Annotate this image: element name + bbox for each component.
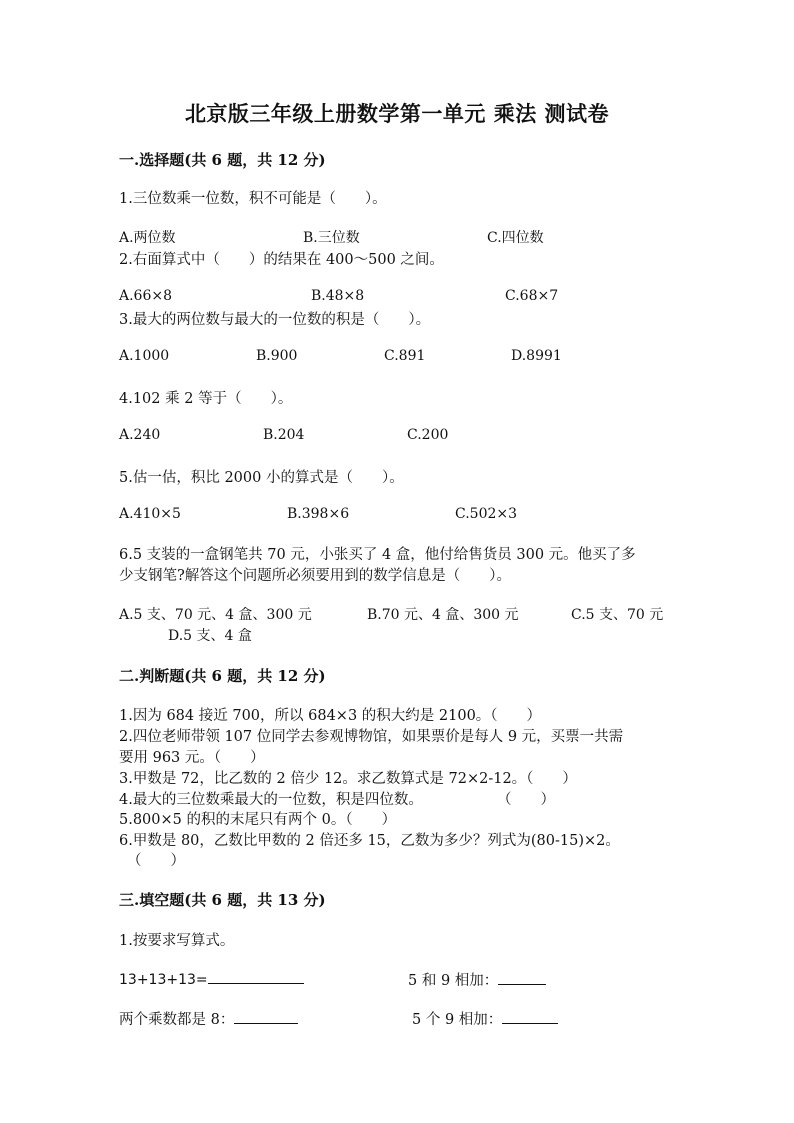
question-text: 少支钢笔?解答这个问题所必须要用到的数学信息是（ ）。: [119, 568, 512, 584]
section-heading-choice: 一.选择题(共 6 题，共 12 分): [119, 151, 326, 169]
option-b: B.204: [263, 427, 305, 443]
answer-blank[interactable]: [234, 1009, 298, 1024]
question-text: 1.三位数乘一位数，积不可能是（ ）。: [119, 191, 387, 207]
answer-paren: （ ）: [127, 853, 185, 869]
fill-prompt: 5 和 9 相加：: [408, 973, 499, 989]
option-a: A.240: [119, 427, 161, 443]
option-b: B.三位数: [303, 230, 360, 246]
question-text: 4.最大的三位数乘最大的一位数，积是四位数。: [119, 792, 423, 808]
answer-blank[interactable]: [498, 970, 546, 985]
answer-paren: （ ）: [497, 792, 555, 808]
question-text: 6.5 支装的一盒钢笔共 70 元，小张买了 4 盒，他付给售货员 300 元。他买了多: [119, 547, 636, 563]
fill-prompt: 5 个 9 相加：: [412, 1012, 503, 1028]
fill-row-item: [119, 969, 304, 988]
question-text: 2.四位老师带领 107 位同学去参观博物馆，如果票价是每人 9 元，买票一共需: [119, 729, 624, 745]
option-c: C.200: [407, 427, 449, 443]
page-title: 北京版三年级上册数学第一单元 乘法 测试卷: [184, 101, 610, 126]
option-a: A.1000: [119, 348, 170, 364]
option-a: A.两位数: [119, 230, 176, 246]
option-c: C.891: [384, 348, 426, 364]
question-text: 2.右面算式中（ ）的结果在 400～500 之间。: [119, 252, 444, 268]
option-b: B.70 元、4 盒、300 元: [367, 607, 519, 623]
option-a: A.410×5: [119, 506, 181, 522]
fill-row-item: [408, 969, 546, 990]
question-text: 1.按要求写算式。: [119, 933, 235, 949]
option-c: C.四位数: [487, 230, 544, 246]
option-c: C.68×7: [505, 288, 559, 304]
question-text: 5.估一估，积比 2000 小的算式是（ ）。: [119, 470, 404, 486]
question-text: 1.因为 684 接近 700，所以 684×3 的积大约是 2100。（ ）: [119, 708, 542, 724]
option-d: D.5 支、4 盒: [168, 628, 252, 644]
option-a: A.5 支、70 元、4 盒、300 元: [119, 607, 312, 623]
question-text: 6.甲数是 80，乙数比甲数的 2 倍还多 15，乙数为多少？列式为(80-15)×2。: [119, 833, 620, 849]
question-text: 要用 963 元。（ ）: [119, 750, 265, 766]
question-text: 4.102 乘 2 等于（ ）。: [119, 391, 293, 407]
section-heading-judge: 二.判断题(共 6 题，共 12 分): [119, 667, 326, 685]
option-a: A.66×8: [119, 288, 173, 304]
section-heading-fill: 三.填空题(共 6 题，共 13 分): [119, 891, 326, 909]
fill-row-item: [412, 1008, 558, 1029]
answer-blank[interactable]: [502, 1009, 558, 1024]
question-text: 3.甲数是 72，比乙数的 2 倍少 12。求乙数算式是 72×2-12。（ ）: [119, 771, 577, 787]
question-text: 3.最大的两位数与最大的一位数的积是（ ）。: [119, 312, 431, 328]
option-c: C.502×3: [455, 506, 518, 522]
answer-blank[interactable]: [208, 969, 304, 984]
fill-prompt: 两个乘数都是 8：: [119, 1012, 235, 1028]
fill-row-item: [119, 1008, 298, 1029]
option-b: B.398×6: [287, 506, 350, 522]
question-text: 5.800×5 的积的末尾只有两个 0。（ ）: [119, 812, 397, 828]
option-b: B.900: [256, 348, 298, 364]
option-c: C.5 支、70 元: [571, 607, 664, 623]
fill-prompt: 13+13+13=: [119, 972, 208, 988]
option-b: B.48×8: [311, 288, 365, 304]
option-d: D.8991: [511, 348, 562, 364]
